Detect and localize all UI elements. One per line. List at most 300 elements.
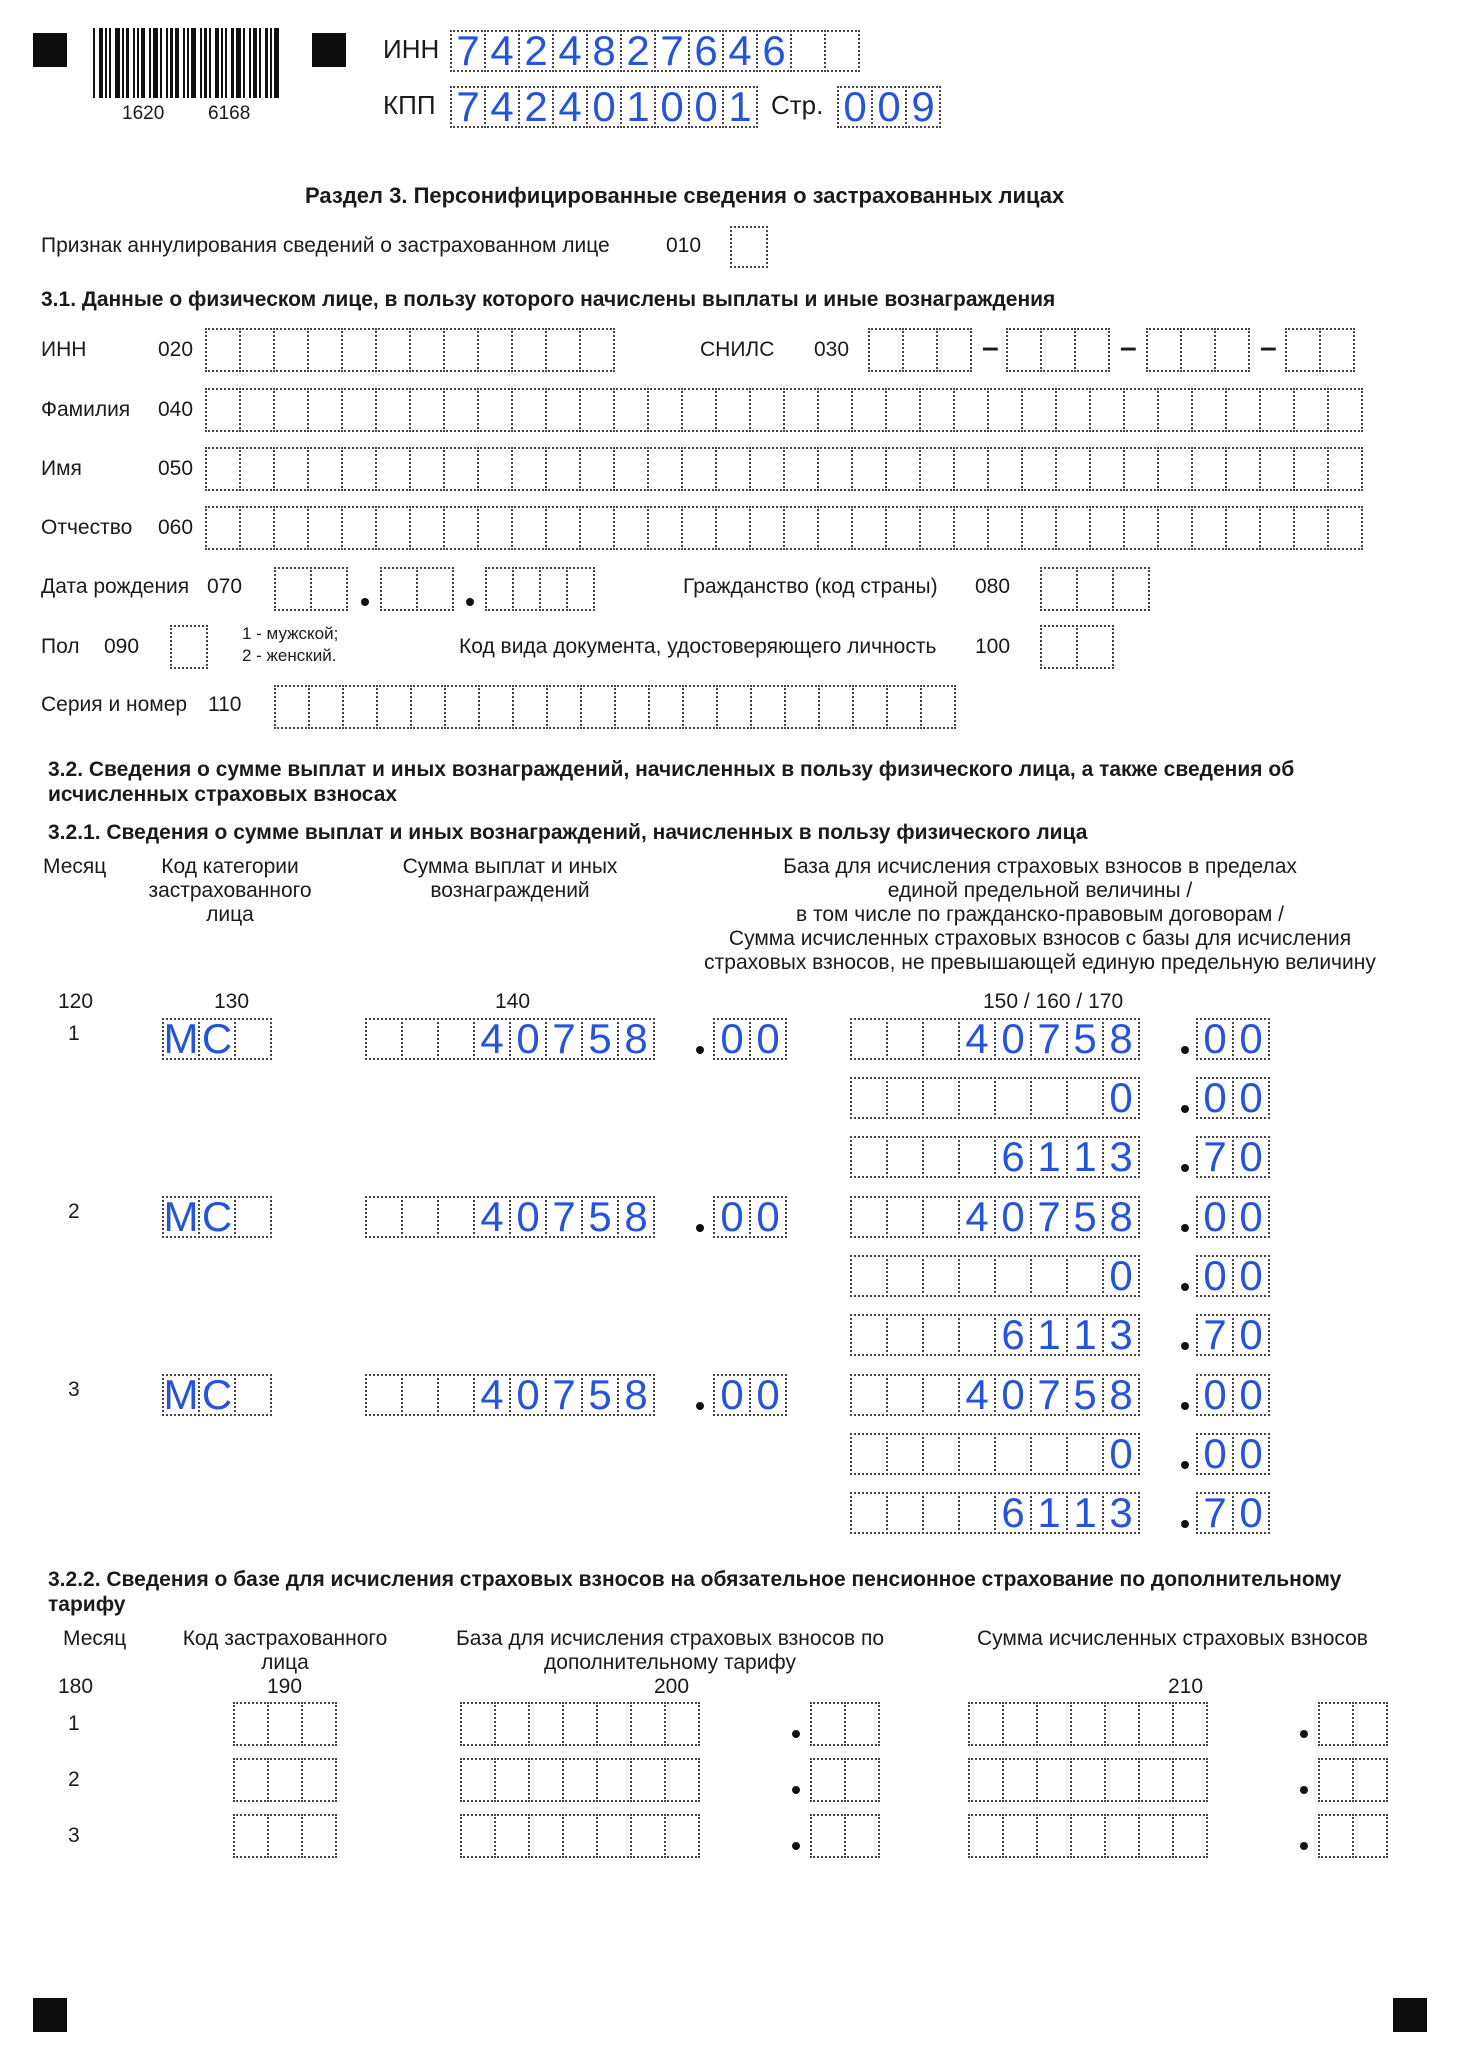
patronymic-cell-4[interactable]: [307, 506, 343, 550]
surname-cell-6[interactable]: [375, 388, 411, 432]
annul-field[interactable]: [730, 226, 766, 268]
s321-contrib-int-field-cell-5[interactable]: 6: [994, 1314, 1032, 1356]
s321-gpd-dec-field-cell-2[interactable]: 0: [1232, 1255, 1270, 1297]
surname-cell-19[interactable]: [817, 388, 853, 432]
s321-sum-int-field-cell-1[interactable]: [365, 1374, 403, 1416]
name-cell-8[interactable]: [443, 447, 479, 491]
s321-contrib-int-field-cell-2[interactable]: [886, 1136, 924, 1178]
patronymic-cell-9[interactable]: [477, 506, 513, 550]
s321-gpd-int-field-cell-3[interactable]: [922, 1255, 960, 1297]
s322-sum-int-field-cell-1[interactable]: [968, 1758, 1004, 1802]
snils-part3-cell-1[interactable]: [1146, 328, 1182, 372]
s321-contrib-int-field-cell-4[interactable]: [958, 1136, 996, 1178]
s322-sum-int-field-cell-3[interactable]: [1036, 1758, 1072, 1802]
s322-base-dec-field-cell-2[interactable]: [844, 1758, 880, 1802]
surname-cell-22[interactable]: [919, 388, 955, 432]
dob-month-cell-1[interactable]: [380, 567, 418, 611]
patronymic-cell-30[interactable]: [1191, 506, 1227, 550]
s321-gpd-int-field-cell-7[interactable]: [1066, 1255, 1104, 1297]
s321-category-field[interactable]: [162, 1193, 270, 1240]
surname-cell-4[interactable]: [307, 388, 343, 432]
person-inn-cell-11[interactable]: [545, 328, 581, 372]
s322-base-int-field-cell-7[interactable]: [664, 1758, 700, 1802]
s321-base-int-field-cell-8[interactable]: 8: [1102, 1018, 1140, 1060]
s322-sum-dec-field-cell-1[interactable]: [1318, 1758, 1354, 1802]
patronymic-cell-14[interactable]: [647, 506, 683, 550]
s321-contrib-int-field-cell-8[interactable]: 3: [1102, 1492, 1140, 1534]
s321-sum-int-field-cell-3[interactable]: [437, 1374, 475, 1416]
s321-contrib-dec-field-cell-1[interactable]: 7: [1196, 1492, 1234, 1534]
name-cell-19[interactable]: [817, 447, 853, 491]
surname-cell-23[interactable]: [953, 388, 989, 432]
patronymic-cell-32[interactable]: [1259, 506, 1295, 550]
snils-part1-cell-1[interactable]: [868, 328, 904, 372]
s322-sum-int-field-cell-5[interactable]: [1104, 1814, 1140, 1858]
s321-gpd-int-field-cell-1[interactable]: [850, 1433, 888, 1475]
s321-gpd-int-field-cell-6[interactable]: [1030, 1255, 1068, 1297]
citizenship-cell-2[interactable]: [1076, 567, 1114, 611]
name-cell-21[interactable]: [885, 447, 921, 491]
person-inn-cell-8[interactable]: [443, 328, 479, 372]
series-number-cell-13[interactable]: [682, 685, 718, 729]
s321-contrib-int-field-cell-2[interactable]: [886, 1314, 924, 1356]
s321-category-field[interactable]: [162, 1371, 270, 1418]
series-number-cell-7[interactable]: [478, 685, 514, 729]
dob-day-field[interactable]: [274, 567, 346, 611]
s321-sum-int-field-cell-8[interactable]: 8: [617, 1374, 655, 1416]
s321-category-field-cell-2[interactable]: С: [198, 1374, 236, 1416]
name-cell-27[interactable]: [1089, 447, 1125, 491]
patronymic-cell-12[interactable]: [579, 506, 615, 550]
s321-contrib-dec-field-cell-1[interactable]: 7: [1196, 1136, 1234, 1178]
s321-base-int-field-cell-6[interactable]: 7: [1030, 1196, 1068, 1238]
series-number-cell-18[interactable]: [852, 685, 888, 729]
s322-sum-int-field-cell-3[interactable]: [1036, 1814, 1072, 1858]
s322-sum-int-field-cell-7[interactable]: [1172, 1758, 1208, 1802]
s322-sum-int-field-cell-3[interactable]: [1036, 1702, 1072, 1746]
s321-base-int-field-cell-2[interactable]: [886, 1374, 924, 1416]
s321-base-int-field-cell-4[interactable]: 4: [958, 1196, 996, 1238]
person-inn-field[interactable]: [205, 328, 613, 372]
s321-base-dec-field-cell-1[interactable]: 0: [1196, 1196, 1234, 1238]
s321-category-field-cell-1[interactable]: М: [163, 1371, 199, 1418]
s322-code-field-cell-2[interactable]: [267, 1758, 303, 1802]
dob-year-cell-2[interactable]: [512, 567, 541, 611]
s322-sum-int-field-cell-4[interactable]: [1070, 1702, 1106, 1746]
s321-gpd-dec-field[interactable]: [1196, 1074, 1268, 1121]
snils-part3-cell-3[interactable]: [1214, 328, 1250, 372]
s321-gpd-int-field-cell-8[interactable]: 0: [1102, 1255, 1140, 1297]
surname-cell-15[interactable]: [681, 388, 717, 432]
series-number-cell-11[interactable]: [614, 685, 650, 729]
s321-base-dec-field[interactable]: [1196, 1193, 1268, 1240]
s322-sum-int-field[interactable]: [968, 1758, 1206, 1802]
series-number-cell-8[interactable]: [512, 685, 548, 729]
s322-code-field[interactable]: [233, 1758, 335, 1802]
patronymic-cell-29[interactable]: [1157, 506, 1193, 550]
s322-base-int-field-cell-3[interactable]: [528, 1702, 564, 1746]
surname-cell-3[interactable]: [273, 388, 309, 432]
s321-contrib-int-field-cell-8[interactable]: 3: [1102, 1136, 1140, 1178]
surname-cell-12[interactable]: [579, 388, 615, 432]
name-cell-31[interactable]: [1225, 447, 1261, 491]
s321-base-int-field-cell-1[interactable]: [850, 1374, 888, 1416]
name-cell-9[interactable]: [477, 447, 513, 491]
s321-sum-int-field-cell-2[interactable]: [401, 1018, 439, 1060]
s321-contrib-int-field[interactable]: [850, 1311, 1138, 1358]
s321-sum-dec-field[interactable]: [713, 1015, 785, 1062]
s322-base-int-field-cell-5[interactable]: [596, 1758, 632, 1802]
person-inn-cell-3[interactable]: [273, 328, 309, 372]
name-cell-12[interactable]: [579, 447, 615, 491]
series-number-cell-15[interactable]: [750, 685, 786, 729]
person-inn-cell-9[interactable]: [477, 328, 513, 372]
s322-sum-int-field-cell-5[interactable]: [1104, 1758, 1140, 1802]
s321-base-int-field-cell-4[interactable]: 4: [958, 1374, 996, 1416]
snils-part2-cell-3[interactable]: [1074, 328, 1110, 372]
s321-gpd-int-field[interactable]: [850, 1430, 1138, 1477]
s321-contrib-int-field-cell-6[interactable]: 1: [1030, 1314, 1068, 1356]
s321-base-dec-field-cell-2[interactable]: 0: [1232, 1018, 1270, 1060]
s321-gpd-int-field-cell-5[interactable]: [994, 1433, 1032, 1475]
s321-base-int-field-cell-1[interactable]: [850, 1018, 888, 1060]
s322-base-dec-field-cell-1[interactable]: [810, 1758, 846, 1802]
s321-base-int-field-cell-8[interactable]: 8: [1102, 1196, 1140, 1238]
name-cell-2[interactable]: [239, 447, 275, 491]
s322-base-int-field-cell-7[interactable]: [664, 1702, 700, 1746]
patronymic-cell-6[interactable]: [375, 506, 411, 550]
s321-sum-int-field-cell-2[interactable]: [401, 1196, 439, 1238]
snils-field-part4[interactable]: [1285, 328, 1353, 372]
dob-month-field[interactable]: [380, 567, 452, 611]
s321-gpd-int-field-cell-4[interactable]: [958, 1077, 996, 1119]
patronymic-cell-19[interactable]: [817, 506, 853, 550]
s322-code-field[interactable]: [233, 1814, 335, 1858]
person-inn-cell-6[interactable]: [375, 328, 411, 372]
s321-sum-dec-field[interactable]: [713, 1371, 785, 1418]
series-number-cell-14[interactable]: [716, 685, 752, 729]
s322-base-dec-field-cell-1[interactable]: [810, 1814, 846, 1858]
surname-cell-34[interactable]: [1327, 388, 1363, 432]
series-number-cell-10[interactable]: [580, 685, 616, 729]
surname-cell-13[interactable]: [613, 388, 649, 432]
surname-cell-5[interactable]: [341, 388, 377, 432]
s321-base-int-field-cell-1[interactable]: [850, 1196, 888, 1238]
s322-base-int-field-cell-2[interactable]: [494, 1814, 530, 1858]
s321-sum-int-field[interactable]: [365, 1015, 653, 1062]
surname-cell-28[interactable]: [1123, 388, 1159, 432]
patronymic-cell-33[interactable]: [1293, 506, 1329, 550]
patronymic-cell-34[interactable]: [1327, 506, 1363, 550]
patronymic-cell-20[interactable]: [851, 506, 887, 550]
s321-base-int-field-cell-7[interactable]: 5: [1066, 1018, 1104, 1060]
series-number-cell-19[interactable]: [886, 685, 922, 729]
name-cell-7[interactable]: [409, 447, 445, 491]
s321-category-field-cell-3[interactable]: [234, 1374, 272, 1416]
s321-gpd-int-field-cell-6[interactable]: [1030, 1433, 1068, 1475]
patronymic-cell-27[interactable]: [1089, 506, 1125, 550]
s321-base-int-field-cell-6[interactable]: 7: [1030, 1374, 1068, 1416]
s321-contrib-int-field-cell-4[interactable]: [958, 1492, 996, 1534]
s322-sum-dec-field-cell-2[interactable]: [1352, 1758, 1388, 1802]
surname-cell-29[interactable]: [1157, 388, 1193, 432]
dob-month-cell-2[interactable]: [416, 567, 454, 611]
surname-cell-16[interactable]: [715, 388, 751, 432]
s322-base-dec-field[interactable]: [810, 1814, 878, 1858]
dob-year-field[interactable]: [485, 567, 593, 611]
surname-cell-20[interactable]: [851, 388, 887, 432]
snils-part4-cell-2[interactable]: [1319, 328, 1355, 372]
s322-code-field-cell-1[interactable]: [233, 1758, 269, 1802]
s322-base-int-field-cell-6[interactable]: [630, 1758, 666, 1802]
name-cell-1[interactable]: [205, 447, 241, 491]
s322-sum-int-field-cell-6[interactable]: [1138, 1758, 1174, 1802]
doc-type-field[interactable]: [1040, 625, 1112, 669]
s321-contrib-int-field-cell-5[interactable]: 6: [994, 1136, 1032, 1178]
series-number-cell-6[interactable]: [444, 685, 480, 729]
name-cell-22[interactable]: [919, 447, 955, 491]
s322-sum-int-field-cell-2[interactable]: [1002, 1814, 1038, 1858]
patronymic-field[interactable]: [205, 506, 1361, 550]
snils-part2-cell-1[interactable]: [1006, 328, 1042, 372]
s321-contrib-int-field-cell-4[interactable]: [958, 1314, 996, 1356]
s321-sum-int-field-cell-4[interactable]: 4: [473, 1374, 511, 1416]
s321-base-dec-field[interactable]: [1196, 1015, 1268, 1062]
s321-base-int-field-cell-7[interactable]: 5: [1066, 1196, 1104, 1238]
citizenship-field[interactable]: [1040, 567, 1148, 611]
s321-gpd-int-field-cell-4[interactable]: [958, 1433, 996, 1475]
s321-contrib-dec-field-cell-2[interactable]: 0: [1232, 1314, 1270, 1356]
s321-category-field[interactable]: [162, 1015, 270, 1062]
s321-sum-int-field[interactable]: [365, 1193, 653, 1240]
s321-contrib-dec-field[interactable]: [1196, 1133, 1268, 1180]
series-number-cell-5[interactable]: [410, 685, 446, 729]
s322-base-int-field[interactable]: [460, 1758, 698, 1802]
s321-contrib-dec-field[interactable]: [1196, 1489, 1268, 1536]
s321-base-int-field[interactable]: [850, 1015, 1138, 1062]
s322-base-int-field-cell-7[interactable]: [664, 1814, 700, 1858]
doc-type-cell-1[interactable]: [1040, 625, 1078, 669]
s321-contrib-int-field-cell-3[interactable]: [922, 1314, 960, 1356]
s321-sum-int-field-cell-3[interactable]: [437, 1196, 475, 1238]
s321-sum-int-field-cell-7[interactable]: 5: [581, 1374, 619, 1416]
patronymic-cell-24[interactable]: [987, 506, 1023, 550]
s321-sum-int-field-cell-3[interactable]: [437, 1018, 475, 1060]
surname-cell-24[interactable]: [987, 388, 1023, 432]
s321-gpd-dec-field-cell-1[interactable]: 0: [1196, 1255, 1234, 1297]
s322-base-dec-field-cell-2[interactable]: [844, 1702, 880, 1746]
s322-base-int-field-cell-1[interactable]: [460, 1702, 496, 1746]
s322-base-int-field-cell-1[interactable]: [460, 1758, 496, 1802]
s321-gpd-int-field-cell-2[interactable]: [886, 1433, 924, 1475]
s322-base-int-field-cell-3[interactable]: [528, 1758, 564, 1802]
s321-category-field-cell-2[interactable]: С: [198, 1196, 236, 1238]
patronymic-cell-7[interactable]: [409, 506, 445, 550]
surname-cell-25[interactable]: [1021, 388, 1057, 432]
s322-base-int-field-cell-4[interactable]: [562, 1814, 598, 1858]
s321-sum-int-field-cell-7[interactable]: 5: [581, 1196, 619, 1238]
person-inn-cell-1[interactable]: [205, 328, 241, 372]
s322-base-int-field-cell-3[interactable]: [528, 1814, 564, 1858]
patronymic-cell-15[interactable]: [681, 506, 717, 550]
s321-sum-dec-field-cell-2[interactable]: 0: [749, 1018, 787, 1060]
s321-base-int-field-cell-5[interactable]: 0: [994, 1374, 1032, 1416]
s322-code-field-cell-1[interactable]: [233, 1814, 269, 1858]
patronymic-cell-23[interactable]: [953, 506, 989, 550]
name-cell-10[interactable]: [511, 447, 547, 491]
s321-gpd-int-field-cell-8[interactable]: 0: [1102, 1433, 1140, 1475]
s321-sum-int-field-cell-6[interactable]: 7: [545, 1374, 583, 1416]
surname-cell-30[interactable]: [1191, 388, 1227, 432]
s321-base-dec-field-cell-1[interactable]: 0: [1196, 1374, 1234, 1416]
s322-sum-int-field-cell-1[interactable]: [968, 1814, 1004, 1858]
s322-base-int-field-cell-4[interactable]: [562, 1758, 598, 1802]
s321-contrib-int-field-cell-7[interactable]: 1: [1066, 1136, 1104, 1178]
series-number-field[interactable]: [274, 685, 954, 729]
s322-base-dec-field-cell-2[interactable]: [844, 1814, 880, 1858]
s321-base-int-field-cell-5[interactable]: 0: [994, 1196, 1032, 1238]
s321-sum-int-field-cell-1[interactable]: [365, 1196, 403, 1238]
s321-gpd-int-field[interactable]: [850, 1074, 1138, 1121]
s322-sum-int-field-cell-7[interactable]: [1172, 1814, 1208, 1858]
s322-base-dec-field-cell-1[interactable]: [810, 1702, 846, 1746]
s321-contrib-int-field-cell-7[interactable]: 1: [1066, 1314, 1104, 1356]
patronymic-cell-26[interactable]: [1055, 506, 1091, 550]
person-inn-cell-2[interactable]: [239, 328, 275, 372]
s321-contrib-int-field-cell-3[interactable]: [922, 1492, 960, 1534]
patronymic-cell-18[interactable]: [783, 506, 819, 550]
surname-cell-21[interactable]: [885, 388, 921, 432]
surname-cell-18[interactable]: [783, 388, 819, 432]
patronymic-cell-13[interactable]: [613, 506, 649, 550]
surname-cell-8[interactable]: [443, 388, 479, 432]
name-cell-14[interactable]: [647, 447, 683, 491]
s322-base-int-field[interactable]: [460, 1814, 698, 1858]
s321-category-field-cell-1[interactable]: М: [163, 1015, 199, 1062]
s321-sum-int-field-cell-2[interactable]: [401, 1374, 439, 1416]
dob-day-cell-1[interactable]: [274, 567, 312, 611]
s321-contrib-int-field-cell-1[interactable]: [850, 1492, 888, 1534]
s322-base-dec-field[interactable]: [810, 1758, 878, 1802]
s322-code-field[interactable]: [233, 1702, 335, 1746]
s321-base-int-field-cell-6[interactable]: 7: [1030, 1018, 1068, 1060]
surname-cell-7[interactable]: [409, 388, 445, 432]
s321-base-int-field-cell-7[interactable]: 5: [1066, 1374, 1104, 1416]
surname-cell-1[interactable]: [205, 388, 241, 432]
snils-part3-cell-2[interactable]: [1180, 328, 1216, 372]
patronymic-cell-17[interactable]: [749, 506, 785, 550]
person-inn-cell-5[interactable]: [341, 328, 377, 372]
snils-part1-cell-2[interactable]: [902, 328, 938, 372]
s321-base-int-field[interactable]: [850, 1193, 1138, 1240]
s321-base-int-field-cell-4[interactable]: 4: [958, 1018, 996, 1060]
s322-sum-int-field-cell-7[interactable]: [1172, 1702, 1208, 1746]
surname-cell-32[interactable]: [1259, 388, 1295, 432]
s321-sum-int-field-cell-8[interactable]: 8: [617, 1018, 655, 1060]
patronymic-cell-5[interactable]: [341, 506, 377, 550]
s321-base-int-field-cell-3[interactable]: [922, 1374, 960, 1416]
surname-cell-14[interactable]: [647, 388, 683, 432]
name-cell-15[interactable]: [681, 447, 717, 491]
citizenship-cell-3[interactable]: [1112, 567, 1150, 611]
s322-base-int-field[interactable]: [460, 1702, 698, 1746]
s322-code-field-cell-2[interactable]: [267, 1814, 303, 1858]
s321-sum-int-field-cell-8[interactable]: 8: [617, 1196, 655, 1238]
person-inn-cell-10[interactable]: [511, 328, 547, 372]
s322-sum-int-field-cell-6[interactable]: [1138, 1814, 1174, 1858]
s321-sum-int-field-cell-6[interactable]: 7: [545, 1018, 583, 1060]
s322-code-field-cell-2[interactable]: [267, 1702, 303, 1746]
s321-category-field-cell-3[interactable]: [234, 1196, 272, 1238]
s322-sum-int-field-cell-5[interactable]: [1104, 1702, 1140, 1746]
surname-field[interactable]: [205, 388, 1361, 432]
sex-field[interactable]: [170, 625, 206, 669]
s321-gpd-dec-field[interactable]: [1196, 1430, 1268, 1477]
s321-gpd-int-field-cell-7[interactable]: [1066, 1433, 1104, 1475]
s321-base-int-field-cell-3[interactable]: [922, 1196, 960, 1238]
s321-gpd-int-field-cell-1[interactable]: [850, 1077, 888, 1119]
s321-contrib-int-field-cell-1[interactable]: [850, 1314, 888, 1356]
surname-cell-10[interactable]: [511, 388, 547, 432]
s321-gpd-dec-field-cell-2[interactable]: 0: [1232, 1077, 1270, 1119]
name-cell-11[interactable]: [545, 447, 581, 491]
s321-gpd-int-field-cell-1[interactable]: [850, 1255, 888, 1297]
name-cell-26[interactable]: [1055, 447, 1091, 491]
surname-cell-31[interactable]: [1225, 388, 1261, 432]
s322-base-int-field-cell-2[interactable]: [494, 1702, 530, 1746]
patronymic-cell-2[interactable]: [239, 506, 275, 550]
s321-contrib-int-field-cell-5[interactable]: 6: [994, 1492, 1032, 1534]
s322-sum-dec-field[interactable]: [1318, 1702, 1386, 1746]
s322-sum-int-field-cell-6[interactable]: [1138, 1702, 1174, 1746]
s321-gpd-int-field-cell-2[interactable]: [886, 1255, 924, 1297]
s322-code-field-cell-3[interactable]: [301, 1702, 337, 1746]
s321-base-int-field-cell-8[interactable]: 8: [1102, 1374, 1140, 1416]
series-number-cell-12[interactable]: [648, 685, 684, 729]
s322-code-field-cell-3[interactable]: [301, 1814, 337, 1858]
s322-base-int-field-cell-5[interactable]: [596, 1814, 632, 1858]
s321-contrib-int-field-cell-6[interactable]: 1: [1030, 1136, 1068, 1178]
s321-category-field-cell-1[interactable]: М: [163, 1193, 199, 1240]
s321-gpd-int-field-cell-5[interactable]: [994, 1255, 1032, 1297]
s321-gpd-dec-field[interactable]: [1196, 1252, 1268, 1299]
s322-sum-int-field-cell-4[interactable]: [1070, 1814, 1106, 1858]
s321-sum-dec-field-cell-2[interactable]: 0: [749, 1374, 787, 1416]
name-field[interactable]: [205, 447, 1361, 491]
s321-base-dec-field[interactable]: [1196, 1371, 1268, 1418]
series-number-cell-4[interactable]: [376, 685, 412, 729]
name-cell-28[interactable]: [1123, 447, 1159, 491]
s321-gpd-int-field[interactable]: [850, 1252, 1138, 1299]
series-number-cell-3[interactable]: [342, 685, 378, 729]
dob-year-cell-3[interactable]: [539, 567, 568, 611]
s321-gpd-dec-field-cell-2[interactable]: 0: [1232, 1433, 1270, 1475]
name-cell-6[interactable]: [375, 447, 411, 491]
s322-sum-dec-field-cell-2[interactable]: [1352, 1702, 1388, 1746]
series-number-cell-20[interactable]: [920, 685, 956, 729]
s321-sum-dec-field-cell-1[interactable]: 0: [713, 1196, 751, 1238]
person-inn-cell-7[interactable]: [409, 328, 445, 372]
s322-sum-dec-field-cell-1[interactable]: [1318, 1814, 1354, 1858]
s321-base-dec-field-cell-2[interactable]: 0: [1232, 1196, 1270, 1238]
surname-cell-27[interactable]: [1089, 388, 1125, 432]
s321-contrib-dec-field[interactable]: [1196, 1311, 1268, 1358]
s321-contrib-int-field-cell-3[interactable]: [922, 1136, 960, 1178]
s321-contrib-int-field-cell-1[interactable]: [850, 1136, 888, 1178]
s322-sum-int-field-cell-1[interactable]: [968, 1702, 1004, 1746]
series-number-cell-17[interactable]: [818, 685, 854, 729]
snils-field-part2[interactable]: [1006, 328, 1108, 372]
